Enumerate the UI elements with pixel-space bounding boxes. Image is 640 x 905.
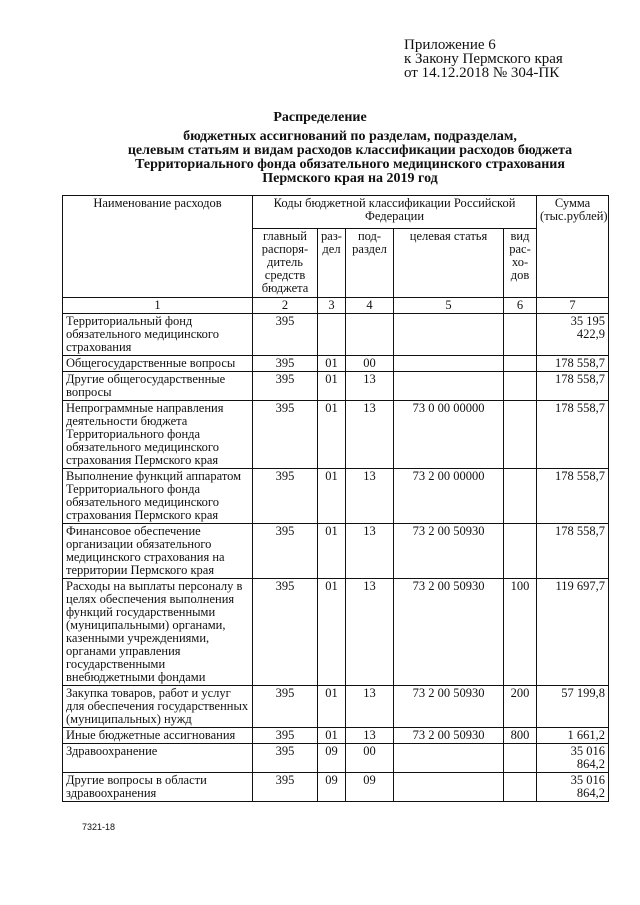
col-number: 3: [318, 298, 346, 314]
cell-vr: [504, 469, 537, 524]
cell-name: Выполнение функций аппаратом Территориального фонда обязательного медицинского страхования Пермского края: [63, 469, 253, 524]
cell-vr: [504, 524, 537, 579]
appendix-block: [404, 38, 563, 80]
table-header-row-1: [63, 196, 609, 229]
cell-name: Закупка товаров, работ и услуг для обеспечения государственных (муниципальных) нужд: [63, 686, 253, 728]
col-number: 2: [253, 298, 318, 314]
cell-rz: 01: [318, 579, 346, 686]
cell-rz: 01: [318, 372, 346, 401]
cell-gr: 395: [253, 728, 318, 744]
cell-sum: 178 558,7: [537, 524, 609, 579]
cell-name: Территориальный фонд обязательного медицинского страхования: [63, 314, 253, 356]
appendix-line-1: Приложение 6: [404, 37, 496, 53]
cell-gr: 395: [253, 686, 318, 728]
col-number: 4: [346, 298, 394, 314]
cell-vr: [504, 773, 537, 802]
cell-pr: 13: [346, 401, 394, 469]
cell-pr: 13: [346, 579, 394, 686]
cell-gr: 395: [253, 356, 318, 372]
header-name: Наименование расходов: [63, 196, 253, 298]
cell-sum: 57 199,8: [537, 686, 609, 728]
cell-pr: 00: [346, 744, 394, 773]
table-row: [63, 579, 609, 686]
cell-rz: 09: [318, 773, 346, 802]
header-section: раз-дел: [318, 229, 346, 298]
cell-vr: [504, 372, 537, 401]
table-row: [63, 524, 609, 579]
cell-rz: 09: [318, 744, 346, 773]
table-row: [63, 401, 609, 469]
cell-name: Расходы на выплаты персоналу в целях обеспечения выполнения функций государственными (муниципальными) органами, казенными учреждениями, органами управления государственными внебюджетными фондами: [63, 579, 253, 686]
appendix-line-2: к Закону Пермского края: [404, 51, 563, 67]
cell-cs: 73 2 00 50930: [394, 579, 504, 686]
col-number: 5: [394, 298, 504, 314]
cell-name: Здравоохранение: [63, 744, 253, 773]
cell-cs: 73 2 00 50930: [394, 728, 504, 744]
column-numbers-row: [63, 298, 609, 314]
cell-vr: 800: [504, 728, 537, 744]
cell-cs: 73 2 00 50930: [394, 524, 504, 579]
subtitle-line-1: бюджетных ассигнований по разделам, подразделам,: [183, 129, 517, 144]
cell-name: Иные бюджетные ассигнования: [63, 728, 253, 744]
cell-gr: 395: [253, 744, 318, 773]
cell-vr: [504, 744, 537, 773]
cell-gr: 395: [253, 372, 318, 401]
cell-gr: 395: [253, 524, 318, 579]
subtitle-line-4: Пермского края на 2019 год: [262, 171, 438, 186]
cell-cs: [394, 773, 504, 802]
cell-sum: 178 558,7: [537, 356, 609, 372]
document-code: 7321-18: [82, 822, 116, 832]
col-number: 1: [63, 298, 253, 314]
cell-sum: 178 558,7: [537, 469, 609, 524]
table-row: [63, 686, 609, 728]
cell-vr: 200: [504, 686, 537, 728]
cell-name: Финансовое обеспечение организации обязательного медицинского страхования на территории Пермского края: [63, 524, 253, 579]
cell-pr: 00: [346, 356, 394, 372]
table-row: [63, 356, 609, 372]
table-row: [63, 773, 609, 802]
table-row: [63, 469, 609, 524]
cell-pr: [346, 314, 394, 356]
cell-gr: 395: [253, 469, 318, 524]
col-number: 6: [504, 298, 537, 314]
cell-sum: 35 195 422,9: [537, 314, 609, 356]
header-subsection: под-раздел: [346, 229, 394, 298]
cell-cs: [394, 744, 504, 773]
cell-sum: 178 558,7: [537, 372, 609, 401]
cell-pr: 13: [346, 686, 394, 728]
cell-sum: 35 016 864,2: [537, 744, 609, 773]
cell-cs: 73 0 00 00000: [394, 401, 504, 469]
cell-sum: 178 558,7: [537, 401, 609, 469]
header-codes: Коды бюджетной классификации Российской Федерации: [253, 196, 537, 229]
cell-name: Другие вопросы в области здравоохранения: [63, 773, 253, 802]
cell-cs: [394, 314, 504, 356]
cell-name: Общегосударственные вопросы: [63, 356, 253, 372]
cell-cs: 73 2 00 50930: [394, 686, 504, 728]
cell-pr: 13: [346, 728, 394, 744]
cell-pr: 13: [346, 372, 394, 401]
appendix-line-3: от 14.12.2018 № 304-ПК: [404, 65, 560, 81]
header-main-manager: главный распоря-дитель средств бюджета: [253, 229, 318, 298]
cell-rz: 01: [318, 524, 346, 579]
table-row: [63, 744, 609, 773]
budget-table: [62, 195, 609, 802]
cell-sum: 1 661,2: [537, 728, 609, 744]
cell-vr: [504, 356, 537, 372]
header-target: целевая статья: [394, 229, 504, 298]
cell-rz: 01: [318, 686, 346, 728]
cell-rz: [318, 314, 346, 356]
header-sum: Сумма (тыс.рублей): [537, 196, 609, 298]
cell-rz: 01: [318, 728, 346, 744]
cell-gr: 395: [253, 401, 318, 469]
cell-vr: 100: [504, 579, 537, 686]
header-expense-type: вид рас-хо-дов: [504, 229, 537, 298]
col-number: 7: [537, 298, 609, 314]
cell-pr: 09: [346, 773, 394, 802]
table-row: [63, 372, 609, 401]
cell-vr: [504, 314, 537, 356]
cell-pr: 13: [346, 469, 394, 524]
cell-name: Непрограммные направления деятельности бюджета Территориального фонда обязательного медицинского страхования Пермского края: [63, 401, 253, 469]
cell-rz: 01: [318, 401, 346, 469]
table-row: [63, 314, 609, 356]
cell-sum: 35 016 864,2: [537, 773, 609, 802]
cell-gr: 395: [253, 314, 318, 356]
cell-cs: [394, 372, 504, 401]
cell-gr: 395: [253, 579, 318, 686]
cell-sum: 119 697,7: [537, 579, 609, 686]
subtitle-line-2: целевым статьям и видам расходов классификации расходов бюджета: [127, 143, 573, 158]
cell-rz: 01: [318, 469, 346, 524]
cell-rz: 01: [318, 356, 346, 372]
cell-cs: [394, 356, 504, 372]
table-row: [63, 728, 609, 744]
cell-name: Другие общегосударственные вопросы: [63, 372, 253, 401]
cell-gr: 395: [253, 773, 318, 802]
document-subtitle: [30, 130, 640, 186]
document-title: Распределение: [273, 110, 367, 125]
cell-pr: 13: [346, 524, 394, 579]
cell-cs: 73 2 00 00000: [394, 469, 504, 524]
cell-vr: [504, 401, 537, 469]
subtitle-line-3: Территориального фонда обязательного медицинского страхования: [135, 157, 565, 172]
